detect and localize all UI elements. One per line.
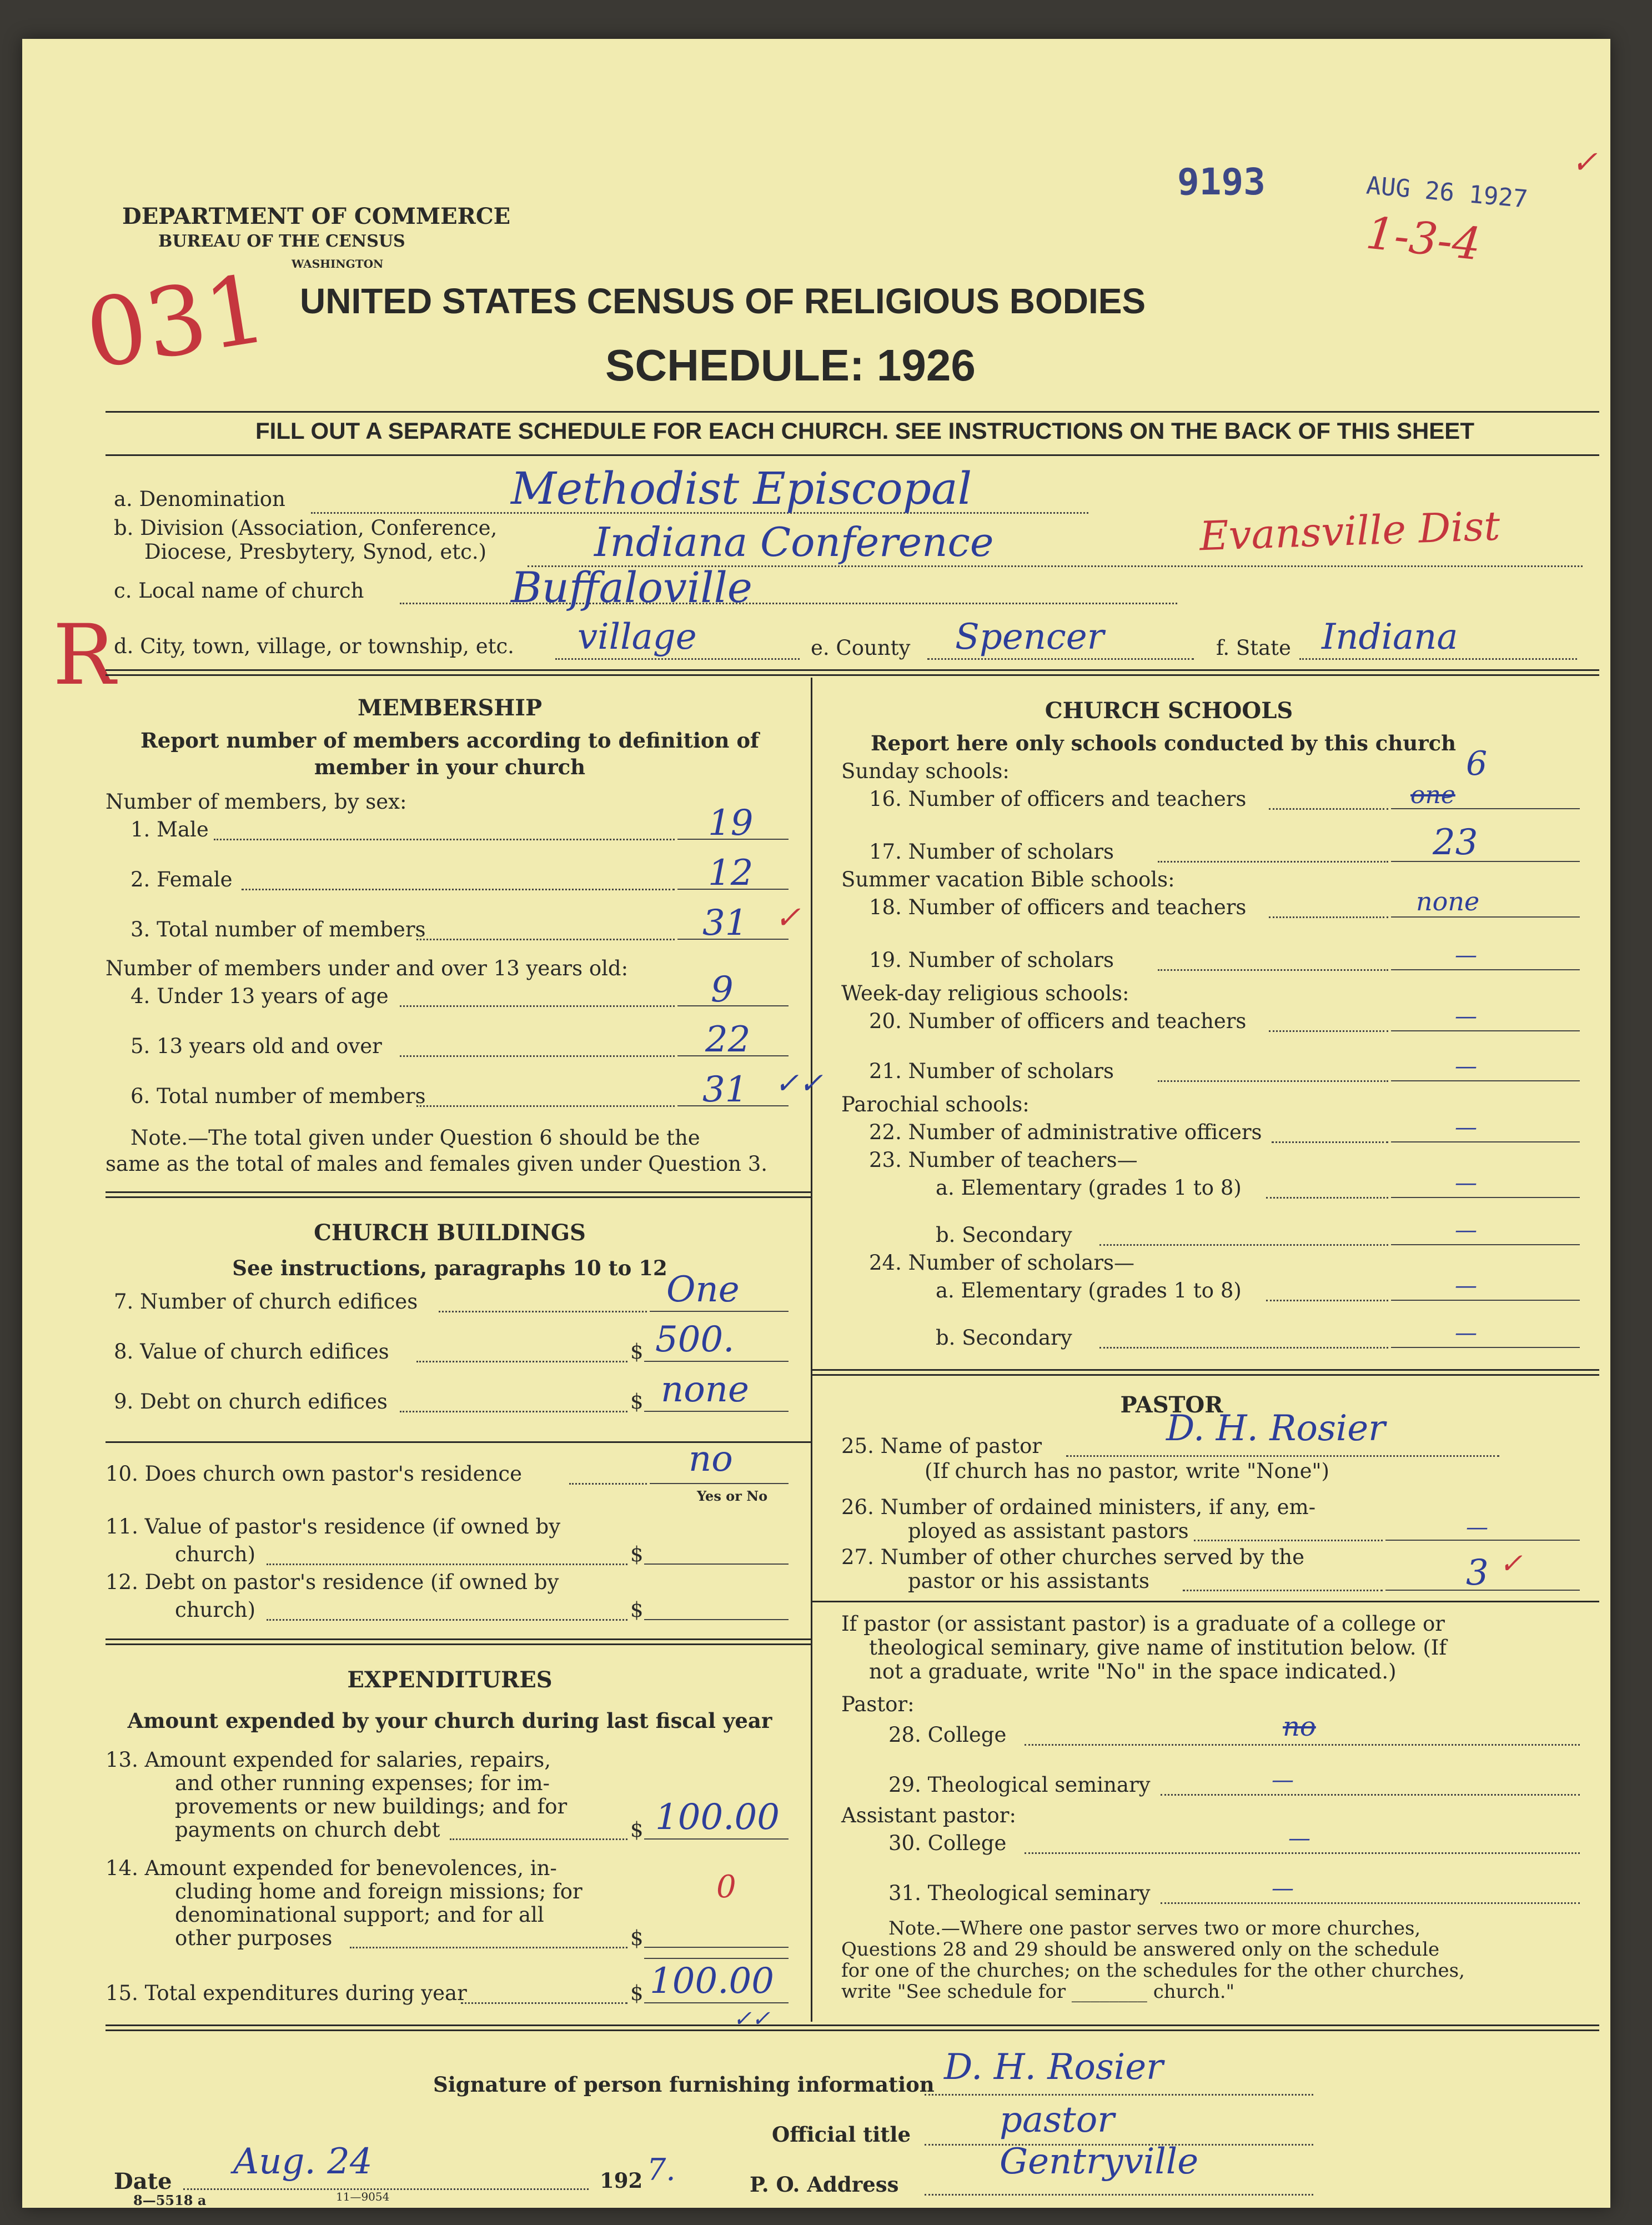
parochial-schools-label: Parochial schools: [841,1093,1030,1116]
q22-answer: — [1455,1115,1477,1140]
q19-answer: — [1455,943,1477,968]
q6-answer: 31 [702,1069,748,1110]
year-prefix: 192 [600,2168,643,2193]
q31-answer: — [1272,1876,1294,1901]
q14-answer-line [644,1947,789,1948]
q26-label-2: ployed as assistant pastors [908,1519,1189,1543]
form-number: 8—5518 a [133,2192,207,2208]
graduate-instruction-2: theological seminary, give name of institution below. (If [869,1636,1447,1660]
q15-answer: 100.00 [650,1961,774,2002]
q26-label-1: 26. Number of ordained ministers, if any, em- [841,1495,1316,1519]
q31-line [1161,1902,1580,1904]
membership-sub-1: Report number of members according to definition of [140,728,759,753]
denomination-value: Methodist Episcopal [511,463,972,514]
q20-line [1269,1030,1388,1032]
q13-line [450,1838,627,1840]
sunday-schools-label: Sunday schools: [841,759,1010,783]
local-name-value: Buffaloville [511,563,752,612]
q13-label-1: 13. Amount expended for salaries, repairs, [106,1748,551,1772]
section-divider [106,669,1599,676]
instruction-rule [106,454,1599,456]
q23b-answer-line [1391,1244,1580,1245]
q15-rule-above [644,1958,789,1959]
q7-answer-line [650,1311,789,1312]
q24a-label: a. Elementary (grades 1 to 8) [936,1279,1242,1302]
q19-answer-line [1391,969,1580,970]
q24b-answer: — [1455,1320,1477,1346]
expenditures-heading: EXPENDITURES [347,1667,553,1693]
q7-label: 7. Number of church edifices [114,1290,418,1314]
q27-answer: 3 [1466,1552,1489,1593]
q18-answer: none [1416,886,1480,916]
pastor-note-text: —Where one pastor serves two or more churches, [941,1917,1421,1940]
schedule-number: 9193 [1177,161,1266,203]
q13-answer-line [644,1838,789,1840]
schools-heading: CHURCH SCHOOLS [1045,698,1293,724]
pastor-mid-rule [811,1601,1599,1602]
q13-label-2: and other running expenses; for im- [175,1771,550,1795]
pastor-subsection-label: Pastor: [841,1692,915,1716]
q19-line [1158,969,1388,971]
q27-label-2: pastor or his assistants [908,1569,1149,1593]
q14-label-3: denominational support; and for all [175,1903,544,1927]
members-by-sex-label: Number of members, by sex: [106,790,407,814]
q27-check-mark: ✓ [1499,1547,1523,1580]
q10-yes-no-hint: Yes or No [697,1488,768,1504]
q14-answer: 0 [716,1869,736,1905]
q22-line [1272,1141,1388,1143]
q24b-label: b. Secondary [936,1326,1072,1350]
q20-answer: — [1455,1004,1477,1029]
division-label-2: Diocese, Presbytery, Synod, etc.) [144,540,487,564]
city-line [555,658,800,660]
official-title-label: Official title [772,2122,911,2147]
q12-label-2: church) [175,1598,256,1622]
pastor-note-3: for one of the churches; on the schedules for the other churches, [841,1960,1465,1982]
form-subtitle: SCHEDULE: 1926 [605,340,976,390]
q20-answer-line [1391,1030,1580,1031]
year-value: 7. [647,2152,676,2187]
date-label: Date [114,2168,172,2194]
state-line [1299,658,1577,660]
q11-label-1: 11. Value of pastor's residence (if owned by [106,1515,561,1539]
q6-label: 6. Total number of members [130,1084,426,1108]
q23-label: 23. Number of teachers— [869,1148,1138,1172]
q12-line [267,1619,627,1621]
q6-check-marks: ✓✓ [775,1067,824,1100]
q11-answer-line [644,1563,789,1565]
q17-line [1158,861,1388,863]
q8-line [416,1361,627,1362]
q30-label: 30. College [888,1831,1007,1855]
q28-answer: no [1283,1711,1316,1742]
q17-answer: 23 [1433,822,1478,863]
q1-answer: 19 [708,803,754,844]
q9-answer-line [644,1411,789,1412]
header-rule [106,411,1599,413]
q10-answer-line [650,1483,789,1484]
weekday-schools-label: Week-day religious schools: [841,981,1129,1005]
q22-answer-line [1391,1141,1580,1142]
city-name: WASHINGTON [292,257,384,270]
q25-label: 25. Name of pastor [841,1434,1042,1458]
q10-answer: no [689,1439,733,1480]
q8-dollar: $ [630,1340,644,1364]
membership-heading: MEMBERSHIP [357,695,543,721]
q26-answer: — [1466,1515,1488,1540]
form-title: UNITED STATES CENSUS OF RELIGIOUS BODIES [300,281,1146,321]
q3-label: 3. Total number of members [130,918,426,941]
q2-line [242,889,675,890]
pastor-heading: PASTOR [1120,1392,1223,1418]
q12-dollar: $ [630,1598,644,1622]
red-check-mark: ✓ [1571,144,1598,181]
q18-line [1269,916,1388,918]
po-address-line [925,2194,1313,2196]
q5-answer: 22 [705,1019,751,1060]
q27-label-1: 27. Number of other churches served by the [841,1545,1304,1569]
q14-line [350,1947,627,1948]
local-name-label: c. Local name of church [114,579,364,603]
pastor-note-1 [888,1919,1420,1938]
q26-line [1194,1540,1383,1541]
q29-answer: — [1272,1767,1294,1793]
q23b-answer: — [1455,1217,1477,1243]
q9-dollar: $ [630,1390,644,1414]
q5-label: 5. 13 years old and over [130,1034,382,1058]
q6-line [416,1105,675,1107]
q18-answer-line [1391,916,1580,918]
q29-line [1161,1794,1580,1796]
membership-note-1 [130,1127,700,1148]
q14-label-2: cluding home and foreign missions; for [175,1880,583,1903]
q25-answer: D. H. Rosier [1166,1408,1385,1449]
q27-line [1183,1590,1383,1591]
q8-label: 8. Value of church edifices [114,1340,389,1364]
division-label-1: b. Division (Association, Conference, [114,516,498,540]
po-address-value: Gentryville [1000,2141,1199,2182]
q14-label-1: 14. Amount expended for benevolences, in- [106,1856,557,1880]
q4-answer: 9 [711,969,734,1010]
q14-dollar: $ [630,1926,644,1950]
q11-dollar: $ [630,1542,644,1566]
q17-answer-line [1391,861,1580,862]
q11-line [267,1563,627,1565]
city-value: village [578,617,697,658]
q23b-line [1099,1244,1388,1246]
q2-answer: 12 [708,853,754,894]
q19-label: 19. Number of scholars [869,948,1114,972]
q15-dollar: $ [630,1981,644,2005]
q3-check-mark: ✓ [775,900,801,936]
print-code: 11—9054 [336,2190,390,2203]
q17-label: 17. Number of scholars [869,840,1114,864]
q13-label-3: provements or new buildings; and for [175,1795,568,1818]
membership-sub-2: member in your church [314,755,586,779]
red-r-mark: R [53,607,116,704]
q5-line [400,1055,675,1057]
q3-line [416,939,675,940]
pastor-note-4: write "See schedule for ________ church." [841,1981,1235,2003]
bureau-name: BUREAU OF THE CENSUS [158,232,405,251]
expenditures-sub: Amount expended by your church during last fiscal year [127,1708,772,1733]
q4-label: 4. Under 13 years of age [130,984,389,1008]
dept-name: DEPARTMENT OF COMMERCE [122,203,511,229]
footer-divider [106,2024,1599,2031]
graduate-instruction-1: If pastor (or assistant pastor) is a graduate of a college or [841,1612,1445,1636]
signature-label: Signature of person furnishing information [433,2072,935,2097]
q24b-line [1099,1347,1388,1349]
division-value-red: Evansville Dist [1198,502,1501,560]
q23a-answer-line [1391,1197,1580,1198]
q16-struck: one [1410,781,1455,809]
summer-schools-label: Summer vacation Bible schools: [841,868,1175,891]
q12-label-1: 12. Debt on pastor's residence (if owned by [106,1570,559,1594]
q2-label: 2. Female [130,868,233,891]
q30-line [1025,1852,1580,1854]
q30-answer: — [1288,1826,1310,1851]
schools-sub: Report here only schools conducted by this church [870,731,1457,755]
membership-note-2: same as the total of males and females given under Question 3. [106,1152,768,1176]
q24b-answer-line [1391,1347,1580,1348]
q4-line [400,1005,675,1007]
buildings-sub: See instructions, paragraphs 10 to 12 [232,1256,667,1280]
buildings-end-rule [106,1638,811,1645]
q8-answer-line [644,1361,789,1362]
q23a-line [1266,1197,1388,1199]
q15-line [461,2002,627,2004]
membership-note-lead: Note. [130,1126,188,1150]
q23a-label: a. Elementary (grades 1 to 8) [936,1176,1242,1200]
signature-line [925,2094,1313,2096]
q14-label-4: other purposes [175,1926,333,1950]
q25-line [1066,1455,1499,1457]
received-date-stamp: AUG 26 1927 [1365,171,1529,214]
q24a-answer-line [1391,1300,1580,1301]
q23a-answer: — [1455,1170,1477,1196]
county-line [927,658,1194,660]
q23b-label: b. Secondary [936,1223,1072,1247]
q16-answer: 6 [1466,744,1488,783]
q28-line [1025,1744,1580,1746]
q9-label: 9. Debt on church edifices [114,1390,388,1414]
q21-answer-line [1391,1080,1580,1081]
q10-line [569,1483,647,1485]
q18-label: 18. Number of officers and teachers [869,895,1247,919]
q11-label-2: church) [175,1542,256,1566]
q10-label: 10. Does church own pastor's residence [106,1462,523,1486]
membership-note-text: —The total given under Question 6 should be the [188,1126,700,1150]
q12-answer-line [644,1619,789,1620]
pastor-note-2: Questions 28 and 29 should be answered only on the schedule [841,1938,1440,1961]
q3-answer: 31 [702,903,748,944]
q24a-answer: — [1455,1273,1477,1299]
denomination-label: a. Denomination [114,487,285,511]
q16-line [1269,808,1388,810]
q7-answer: One [666,1269,740,1310]
q28-label: 28. College [888,1723,1007,1747]
q13-label-4: payments on church debt [175,1818,440,1842]
census-form-sheet [22,39,1610,2208]
q8-answer: 500. [655,1319,735,1360]
q24-label: 24. Number of scholars— [869,1251,1135,1275]
q9-answer: none [661,1369,749,1410]
column-divider [811,678,812,2022]
division-value: Indiana Conference [594,519,994,565]
city-label: d. City, town, village, or township, etc. [114,634,514,658]
red-handwritten-code: 1-3-4 [1363,207,1484,270]
q25-note: (If church has no pastor, write "None") [925,1459,1329,1483]
q31-label: 31. Theological seminary [888,1881,1151,1905]
q21-label: 21. Number of scholars [869,1059,1114,1083]
county-label: e. County [811,636,911,660]
q15-label: 15. Total expenditures during year [106,1981,467,2005]
q24a-line [1266,1300,1388,1301]
buildings-heading: CHURCH BUILDINGS [314,1220,586,1246]
q20-label: 20. Number of officers and teachers [869,1009,1247,1033]
q9-line [400,1411,627,1412]
q7-line [439,1311,647,1312]
membership-end-rule [106,1191,811,1198]
q13-dollar: $ [630,1818,644,1842]
date-value: Aug. 24 [233,2141,373,2182]
red-tally-number: 031 [78,253,274,391]
q21-line [1158,1080,1388,1082]
q15-check-marks: ✓✓ [733,2006,771,2032]
county-value: Spencer [955,617,1104,658]
q16-label: 16. Number of officers and teachers [869,787,1247,811]
assistant-pastor-label: Assistant pastor: [841,1803,1016,1827]
po-address-label: P. O. Address [750,2172,899,2197]
state-value: Indiana [1322,617,1458,658]
members-by-age-label: Number of members under and over 13 years old: [106,956,629,980]
signature-value: D. H. Rosier [944,2047,1163,2088]
q13-answer: 100.00 [655,1797,780,1838]
q29-label: 29. Theological seminary [888,1773,1151,1797]
q22-label: 22. Number of administrative officers [869,1120,1262,1144]
graduate-instruction-3: not a graduate, write "No" in the space indicated.) [869,1660,1397,1683]
state-label: f. State [1216,636,1291,660]
q1-label: 1. Male [130,818,209,841]
official-title-value: pastor [1000,2099,1114,2141]
pastor-note-lead: Note. [888,1917,941,1940]
q15-answer-line [644,2002,789,2003]
q1-line [214,839,675,840]
q21-answer: — [1455,1054,1477,1079]
separate-schedule-instruction: FILL OUT A SEPARATE SCHEDULE FOR EACH CHURCH. SEE INSTRUCTIONS ON THE BACK OF THIS SHEET [255,418,1474,444]
schools-end-rule [811,1369,1599,1376]
